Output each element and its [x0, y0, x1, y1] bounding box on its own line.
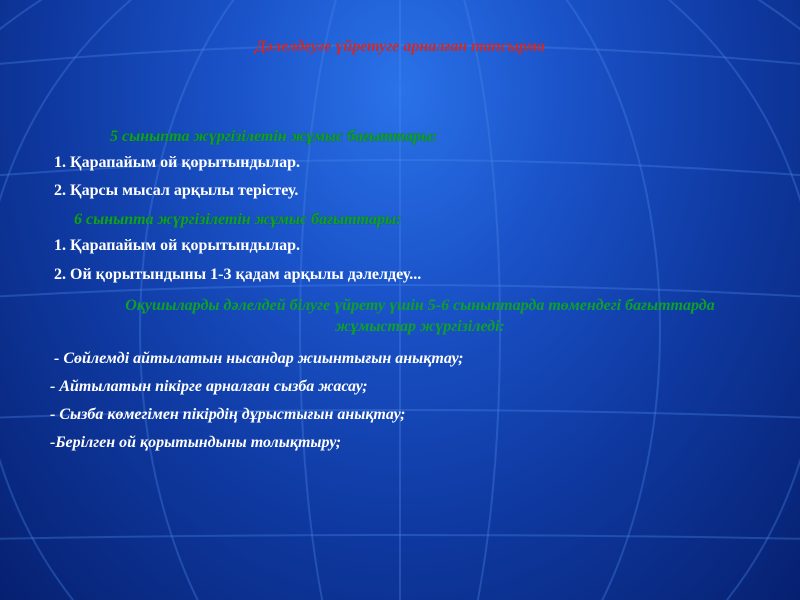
- grade6-item-1: 1. Қарапайым ой қорытындылар.: [54, 237, 300, 254]
- bullet-2: - Айтылатын пікірге арналған сызба жасау;: [50, 378, 368, 395]
- bullet-3: - Сызба көмегімен пікірдің дұрыстығын анықтау;: [50, 406, 406, 423]
- intro-paragraph: Оқушыларды дәлелдей білуге үйрету үшін 5-6 сыныптарда төмендегі бағыттарда жұмыстар жүргізіледі:: [125, 297, 715, 335]
- grade6-item-2: 2. Ой қорытындыны 1-3 қадам арқылы дәлелдеу...: [54, 266, 422, 283]
- slide-title: Дәлелдеуге үйретуге арналған тапсырма: [255, 38, 545, 55]
- grade5-item-2: 2. Қарсы мысал арқылы терістеу.: [54, 182, 299, 199]
- bullet-1: - Сөйлемді айтылатын нысандар жиынтығын анықтау;: [54, 350, 464, 367]
- section-heading-grade5: 5 сыныпта жүргізілетін жұмыс бағыттары:: [110, 128, 438, 145]
- section-heading-grade6: 6 сыныпта жүргізілетін жұмыс бағыттары:: [74, 211, 402, 228]
- grade5-item-1: 1. Қарапайым ой қорытындылар.: [54, 154, 300, 171]
- bullet-4: -Берілген ой қорытындыны толықтыру;: [50, 434, 342, 451]
